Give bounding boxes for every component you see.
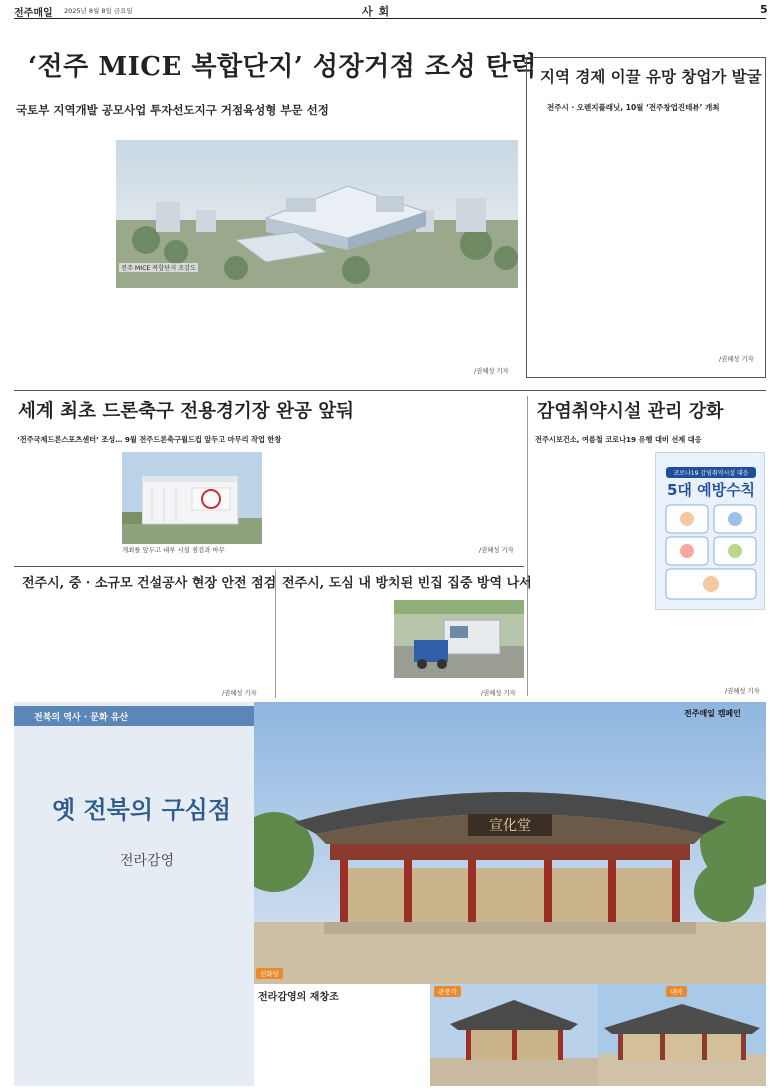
article5-body-col2	[112, 602, 272, 694]
article3-body-col2	[270, 454, 350, 564]
heritage-title: 옛 전북의 구심점	[52, 795, 231, 824]
article4-poster	[655, 452, 765, 610]
article1-byline: /권혜성 기자	[474, 368, 509, 375]
column-rule-mid	[275, 570, 276, 698]
poster-title: 5대 예방수칙	[666, 481, 756, 499]
poster-illustration	[664, 503, 758, 603]
column-rule-right	[527, 396, 528, 696]
article5-byline: /권혜성 기자	[222, 690, 257, 697]
article1-body-col3	[219, 296, 318, 376]
section-rule-1	[14, 390, 766, 391]
header-page-number: 5	[760, 3, 768, 16]
heritage-box-body	[258, 1004, 428, 1084]
article3-headline: 세계 최초 드론축구 전용경기장 완공 앞둬	[18, 401, 355, 422]
heritage-tag-2: 관풍각	[434, 986, 461, 997]
article5-body-col1	[16, 602, 108, 694]
article2-subhead: 전주시 · 오렌지플래닛, 10월 ‘전주창업진테뷰’ 개최	[547, 103, 720, 112]
heritage-series: 전북의 역사 · 문화 유산	[34, 713, 129, 723]
article6-byline: /권혜성 기자	[481, 690, 516, 697]
article4-byline: /권혜성 기자	[725, 688, 760, 695]
article3-subhead: ‘전주국제드론스포츠센터’ 조성… 9월 전주드론축구월드컵 앞두고 마무리 작업 한창	[17, 435, 282, 444]
article1-caption: 전주 MICE 복합단지 조감도	[121, 265, 197, 272]
article1-body-col4	[318, 150, 416, 376]
article2-body-col2	[648, 124, 755, 356]
article2-headline: 지역 경제 이끌 유망 창업가 발굴	[540, 67, 762, 86]
article3-caption: 개최를 앞두고 내부 시설 점검과 마무	[122, 546, 225, 554]
heritage-body	[60, 905, 256, 1080]
article6-body-col1	[281, 602, 391, 694]
article2-byline: /권혜성 기자	[719, 356, 754, 363]
article4-body-col2	[655, 614, 765, 684]
article6-image	[394, 600, 524, 678]
heritage-main-photo	[254, 702, 766, 984]
heritage-tag-main: 선화당	[256, 968, 283, 979]
article3-body-col3	[356, 400, 437, 564]
article2-body-col1	[538, 124, 639, 370]
heritage-subtitle: 전라감영	[120, 853, 175, 869]
article1-body-col5	[420, 150, 518, 376]
article4-headline: 감염취약시설 관리 강화	[537, 401, 724, 422]
article3-image	[122, 452, 262, 544]
section-rule-2	[14, 566, 524, 567]
article3-body-col4	[440, 400, 522, 564]
article1-subhead: 국토부 지역개발 공모사업 투자선도지구 거점육성형 부문 선정	[16, 103, 329, 117]
heritage-photo-2	[430, 984, 598, 1086]
header-paper-name: 전주매일	[14, 8, 53, 19]
heritage-campaign: 전주매일 캠페인	[684, 709, 741, 718]
heritage-tag-3: 내아	[666, 986, 687, 997]
header-section: 사 회	[362, 5, 391, 18]
heritage-box-title: 전라감영의 재창조	[258, 992, 339, 1003]
header-rule	[14, 18, 766, 19]
poster-banner: 코로나19 감염취약시설 대응	[666, 467, 756, 478]
article4-body-col1	[535, 454, 652, 686]
article3-byline: /권혜성 기자	[479, 547, 514, 554]
article1-body-col2	[118, 296, 214, 376]
article3-body-col1	[16, 454, 120, 564]
heritage-signboard: 宣化堂	[489, 818, 531, 834]
heritage-photo-3	[598, 984, 766, 1086]
article5-headline: 전주시, 중 · 소규모 건설공사 현장 안전 점검	[22, 576, 277, 591]
article6-headline: 전주시, 도심 내 방치된 빈집 집중 방역 나서	[282, 576, 532, 591]
article1-headline: ‘전주 MICE 복합단지’ 성장거점 조성 탄력	[28, 52, 537, 82]
article4-subhead: 전주시보건소, 여름철 코로나19 유행 대비 선제 대응	[535, 435, 702, 444]
header-date: 2025년 8월 8일 금요일	[64, 7, 133, 15]
